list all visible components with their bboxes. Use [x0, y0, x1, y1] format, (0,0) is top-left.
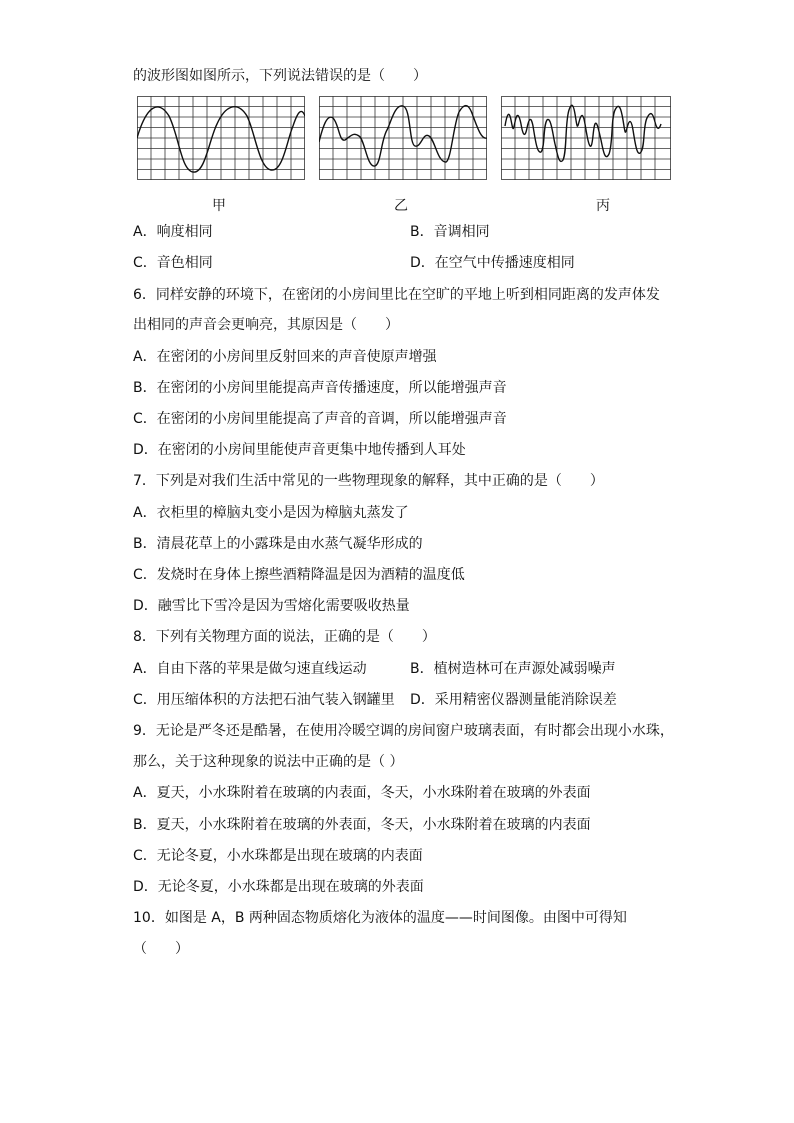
q9-option-a: A．夏天，小水珠附着在玻璃的内表面，冬天，小水珠附着在玻璃的外表面: [133, 785, 591, 801]
q8-stem: 8．下列有关物理方面的说法，正确的是（ ）: [133, 629, 436, 645]
q6-option-c: C．在密闭的小房间里能提高了声音的音调，所以能增强声音: [133, 411, 507, 427]
q9-stem-line2: 那么，关于这种现象的说法中正确的是（ ）: [133, 754, 404, 770]
q8-option-a: A．自由下落的苹果是做匀速直线运动: [133, 661, 367, 677]
figure-label-yi: 乙: [394, 198, 408, 214]
q6-option-a: A．在密闭的小房间里反射回来的声音使原声增强: [133, 349, 437, 365]
q5-option-a: A．响度相同: [133, 224, 213, 240]
q7-option-a: A．衣柜里的樟脑丸变小是因为樟脑丸蒸发了: [133, 505, 409, 521]
q7-option-b: B．清晨花草上的小露珠是由水蒸气凝华形成的: [133, 536, 423, 552]
q6-stem-line2: 出相同的声音会更响亮，其原因是（ ）: [133, 317, 399, 333]
q8-option-c: C．用压缩体积的方法把石油气装入钢罐里: [133, 692, 395, 708]
q5-option-b: B．音调相同: [410, 224, 490, 240]
q6-option-d: D．在密闭的小房间里能使声音更集中地传播到人耳处: [133, 442, 466, 458]
q9-option-b: B．夏天，小水珠附着在玻璃的外表面，冬天，小水珠附着在玻璃的内表面: [133, 817, 591, 833]
q5-stem: 的波形图如图所示，下列说法错误的是（ ）: [133, 68, 427, 84]
waveform-jia: [137, 96, 305, 180]
figure-label-jia: 甲: [212, 198, 226, 214]
q6-stem-line1: 6．同样安静的环境下，在密闭的小房间里比在空旷的平地上听到相同距离的发声体发: [133, 287, 660, 303]
q10-stem-line1: 10．如图是 A，B 两种固态物质熔化为液体的温度——时间图像。由图中可得知: [133, 910, 627, 926]
q6-option-b: B．在密闭的小房间里能提高声音传播速度，所以能增强声音: [133, 380, 507, 396]
q8-option-b: B．植树造林可在声源处减弱噪声: [410, 661, 616, 677]
q5-option-d: D．在空气中传播速度相同: [410, 255, 575, 271]
figure-label-bing: 丙: [596, 198, 610, 214]
q8-option-d: D．采用精密仪器测量能消除误差: [410, 692, 617, 708]
q7-option-c: C．发烧时在身体上擦些酒精降温是因为酒精的温度低: [133, 567, 465, 583]
q7-option-d: D．融雪比下雪冷是因为雪熔化需要吸收热量: [133, 598, 410, 614]
q9-option-d: D．无论冬夏，小水珠都是出现在玻璃的外表面: [133, 879, 424, 895]
q10-stem-line2: （ ）: [133, 941, 189, 957]
q7-stem: 7．下列是对我们生活中常见的一些物理现象的解释，其中正确的是（ ）: [133, 473, 604, 489]
q9-stem-line1: 9．无论是严冬还是酷暑，在使用冷暖空调的房间窗户玻璃表面，有时都会出现小水珠，: [133, 723, 674, 739]
q5-option-c: C．音色相同: [133, 255, 213, 271]
waveform-yi: [319, 96, 487, 180]
q9-option-c: C．无论冬夏，小水珠都是出现在玻璃的内表面: [133, 848, 423, 864]
waveform-bing: [501, 96, 671, 180]
